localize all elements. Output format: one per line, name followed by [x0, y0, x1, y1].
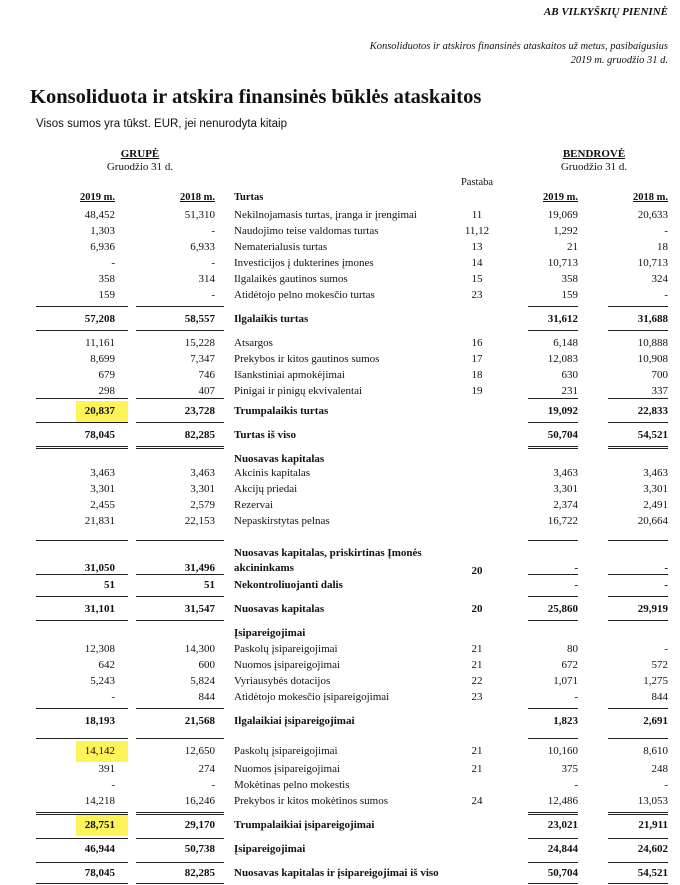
table-rule [608, 446, 668, 449]
group-2019-value: 20,837 [84, 405, 115, 417]
group-2018-value: 14,300 [184, 643, 215, 655]
table-rule [608, 883, 668, 884]
table-rule [136, 422, 224, 423]
row-label: Nuomos įsipareigojimai [234, 659, 341, 671]
note-ref: 22 [471, 675, 483, 687]
note-ref: 23 [471, 289, 483, 301]
row-label: Mokėtinas pelno mokestis [234, 779, 350, 791]
table-row [0, 674, 680, 689]
group-2019-value: 298 [98, 385, 115, 397]
group-label: GRUPĖ [120, 148, 160, 160]
group-2018-value: 600 [198, 659, 215, 671]
table-rule [608, 838, 668, 839]
group-2018-value: 31,496 [184, 562, 215, 574]
note-ref: 20 [471, 565, 483, 577]
company-2018-value: 29,919 [637, 603, 668, 615]
group-2018-value: 746 [198, 369, 215, 381]
company-2019-value: - [574, 562, 578, 574]
row-label: Nematerialusis turtas [234, 241, 328, 253]
table-rule [36, 330, 128, 331]
company-2019-value: 10,160 [547, 745, 578, 757]
group-2018-value: 51 [204, 579, 215, 591]
table-rule [136, 306, 224, 307]
row-label: Nuosavas kapitalas ir įsipareigojimai iš viso [234, 867, 439, 879]
group-2018-value: 407 [198, 385, 215, 397]
col-header-2019-company: 2019 m. [543, 192, 578, 203]
company-2018-value: 1,275 [643, 675, 668, 687]
table-rule [528, 574, 578, 575]
row-label: Nuomos įsipareigojimai [234, 763, 341, 775]
company-2019-value: 19,069 [547, 209, 578, 221]
table-rule [528, 838, 578, 839]
group-2018-value: 274 [198, 763, 215, 775]
table-rule [608, 422, 668, 423]
table-rule [528, 446, 578, 449]
company-2018-value: 21,911 [638, 819, 668, 831]
company-2019-value: 24,844 [547, 843, 578, 855]
group-2019-value: 5,243 [90, 675, 115, 687]
row-label: Trumpalaikiai įsipareigojimai [234, 819, 375, 831]
group-2018-value: - [211, 779, 215, 791]
group-2019-value: 78,045 [84, 867, 115, 879]
table-rule [608, 862, 668, 863]
company-2019-value: 12,083 [547, 353, 578, 365]
table-row [0, 546, 680, 576]
table-row [0, 368, 680, 383]
group-2018-value: - [211, 289, 215, 301]
company-2018-value: 2,491 [643, 499, 668, 511]
table-row [0, 240, 680, 255]
table-row [0, 690, 680, 705]
table-row [0, 482, 680, 497]
company-2019-value: - [574, 779, 578, 791]
note-ref: 15 [471, 273, 483, 285]
row-label: Investicijos į dukterines įmones [234, 257, 374, 269]
table-rule [608, 620, 668, 621]
company-2019-value: 50,704 [547, 867, 578, 879]
company-2019-value: 1,071 [553, 675, 578, 687]
company-2019-value: 10,713 [547, 257, 578, 269]
group-2018-value: 58,557 [184, 313, 215, 325]
row-label: Akcijų priedai [234, 483, 298, 495]
company-2018-value: 54,521 [637, 429, 668, 441]
amounts-note: Visos sumos yra tūkst. EUR, jei nenurodyta kitaip [36, 118, 287, 130]
table-row [0, 658, 680, 673]
table-rule [36, 422, 128, 423]
table-rule [136, 398, 224, 399]
table-row [0, 818, 680, 833]
company-2019-value: 80 [567, 643, 578, 655]
group-2019-value: 51 [104, 579, 115, 591]
table-rule [36, 708, 128, 709]
group-date: Gruodžio 31 d. [106, 161, 174, 173]
row-label: Paskolų įsipareigojimai [234, 745, 338, 757]
company-2018-value: 572 [651, 659, 668, 671]
group-date: Gruodžio 31 d. [560, 161, 628, 173]
note-ref: 20 [471, 603, 483, 615]
table-rule [36, 446, 128, 449]
table-row [0, 578, 680, 593]
note-ref: 17 [471, 353, 483, 365]
company-2019-value: 2,374 [553, 499, 578, 511]
row-label: Vyriausybės dotacijos [234, 675, 331, 687]
company-2018-value: - [664, 643, 668, 655]
table-row [0, 466, 680, 481]
company-2019-value: 3,463 [553, 467, 578, 479]
group-2019-value: 46,944 [84, 843, 115, 855]
group-2019-value: 1,303 [90, 225, 115, 237]
group-2018-value: 50,738 [184, 843, 215, 855]
table-rule [36, 540, 128, 541]
company-2018-value: 31,688 [637, 313, 668, 325]
row-label: Išankstiniai apmokėjimai [234, 369, 345, 381]
note-ref: 11,12 [464, 225, 490, 237]
row-label: Naudojimo teise valdomas turtas [234, 225, 379, 237]
table-rule [608, 540, 668, 541]
company-2018-value: - [664, 562, 668, 574]
company-2018-value: 10,888 [637, 337, 668, 349]
table-rule [528, 620, 578, 621]
row-label: Nepaskirstytas pelnas [234, 515, 330, 527]
company-2019-value: - [574, 579, 578, 591]
table-rule [528, 330, 578, 331]
group-2019-value: - [111, 257, 115, 269]
group-2018-value: 22,153 [184, 515, 215, 527]
group-2019-value: 159 [98, 289, 115, 301]
table-rule [36, 883, 128, 884]
company-2018-value: 3,463 [643, 467, 668, 479]
table-rule [528, 596, 578, 597]
table-row [0, 794, 680, 809]
table-row [0, 778, 680, 793]
company-2018-value: 248 [651, 763, 668, 775]
note-ref: 14 [471, 257, 483, 269]
group-2019-value: 11,161 [85, 337, 115, 349]
group-2018-value: 15,228 [184, 337, 215, 349]
group-2019-value: 679 [98, 369, 115, 381]
row-label: Prekybos ir kitos mokėtinos sumos [234, 795, 389, 807]
row-label: Pinigai ir pinigų ekvivalentai [234, 385, 363, 397]
company-2018-value: 3,301 [643, 483, 668, 495]
table-rule [36, 398, 128, 399]
company-2018-value: 18 [657, 241, 668, 253]
group-2018-value: - [211, 257, 215, 269]
company-2018-value: 20,633 [637, 209, 668, 221]
group-2018-value: 3,301 [190, 483, 215, 495]
table-row [0, 428, 680, 443]
company-2018-value: - [664, 289, 668, 301]
table-rule [608, 398, 668, 399]
table-row [0, 288, 680, 303]
report-subtitle: Konsoliduotos ir atskiros finansinės ataskaitos už metus, pasibaigusius 2019 m. gruodžio 31 d. [369, 41, 668, 66]
table-row [0, 514, 680, 529]
table-rule [608, 708, 668, 709]
table-rule [608, 330, 668, 331]
col-header-section: Turtas [234, 192, 264, 203]
row-label: Nuosavas kapitalas [234, 603, 325, 615]
table-rule [36, 306, 128, 307]
table-row [0, 256, 680, 271]
company-2018-value: 10,908 [637, 353, 668, 365]
note-ref: 19 [471, 385, 483, 397]
group-2019-value: 31,050 [84, 562, 115, 574]
page-title: Konsoliduota ir atskira finansinės būklės ataskaitos [30, 86, 482, 108]
group-2019-value: 6,936 [90, 241, 115, 253]
group-2019-value: 18,193 [84, 715, 115, 727]
company-2019-value: 6,148 [553, 337, 578, 349]
group-2019-value: 391 [98, 763, 115, 775]
table-rule [136, 708, 224, 709]
row-label: Paskolų įsipareigojimai [234, 643, 338, 655]
table-rule [36, 738, 128, 739]
company-2018-value: 22,833 [637, 405, 668, 417]
table-rule [36, 838, 128, 839]
company-2018-value: 337 [651, 385, 668, 397]
group-2019-value: 57,208 [84, 313, 115, 325]
group-2019-value: - [111, 691, 115, 703]
company-2019-value: 50,704 [547, 429, 578, 441]
group-2018-value: - [211, 225, 215, 237]
company-2018-value: 20,664 [637, 515, 668, 527]
table-rule [528, 862, 578, 863]
company-2019-value: 21 [567, 241, 578, 253]
table-rule [136, 596, 224, 597]
col-header-2018-group: 2018 m. [180, 192, 215, 203]
table-rule [136, 838, 224, 839]
group-2019-value: 14,218 [84, 795, 115, 807]
table-rule [528, 398, 578, 399]
table-rule [608, 812, 668, 815]
table-row [0, 384, 680, 399]
table-row [0, 272, 680, 287]
table-row [0, 744, 680, 759]
row-label: Nekilnojamasis turtas, įranga ir įrengimai [234, 209, 417, 221]
company-2018-value: - [664, 779, 668, 791]
company-2018-value: 844 [651, 691, 668, 703]
group-2018-value: 314 [198, 273, 215, 285]
company-2018-value: 700 [651, 369, 668, 381]
row-label: Nuosavas kapitalas, priskirtinas Įmonės akcininkams [234, 547, 422, 574]
table-row [0, 312, 680, 327]
table-rule [608, 574, 668, 575]
table-rule [136, 812, 224, 815]
row-label: Atidėtojo pelno mokesčio turtas [234, 289, 375, 301]
company-2019-value: 672 [561, 659, 578, 671]
table-rule [528, 708, 578, 709]
company-2018-value: 54,521 [637, 867, 668, 879]
pastaba-header: Pastaba [460, 177, 494, 188]
group-2019-value: 21,831 [84, 515, 115, 527]
group-2019-value: 48,452 [84, 209, 115, 221]
company-2019-value: 25,860 [547, 603, 578, 615]
table-row [0, 452, 680, 467]
note-ref: 23 [471, 691, 483, 703]
table-rule [528, 306, 578, 307]
note-ref: 13 [471, 241, 483, 253]
table-rule [136, 330, 224, 331]
group-2019-value: 31,101 [84, 603, 115, 615]
company-2019-value: 630 [561, 369, 578, 381]
company-2019-value: 1,823 [553, 715, 578, 727]
table-rule [136, 574, 224, 575]
table-rule [136, 883, 224, 884]
group-2018-value: 16,246 [184, 795, 215, 807]
company-2019-value: - [574, 691, 578, 703]
row-label: Ilgalaikis turtas [234, 313, 309, 325]
company-2019-value: 159 [561, 289, 578, 301]
table-rule [608, 738, 668, 739]
table-row [0, 866, 680, 881]
company-2019-value: 31,612 [547, 313, 578, 325]
row-label: Akcinis kapitalas [234, 467, 311, 479]
table-rule [36, 862, 128, 863]
group-2019-value: 358 [98, 273, 115, 285]
note-ref: 21 [471, 745, 483, 757]
row-label: Trumpalaikis turtas [234, 405, 329, 417]
table-rule [608, 306, 668, 307]
group-header-bendrove [534, 148, 654, 173]
table-rule [136, 446, 224, 449]
group-2019-value: 78,045 [84, 429, 115, 441]
company-2019-value: 16,722 [547, 515, 578, 527]
table-row [0, 626, 680, 641]
row-label: Nuosavas kapitalas [234, 453, 325, 465]
row-label: Ilgalaikiai įsipareigojimai [234, 715, 355, 727]
company-2019-value: 231 [561, 385, 578, 397]
company-2018-value: - [664, 579, 668, 591]
table-rule [528, 883, 578, 884]
note-ref: 18 [471, 369, 483, 381]
group-header-grupe [80, 148, 200, 173]
row-label: Prekybos ir kitos gautinos sumos [234, 353, 380, 365]
note-ref: 21 [471, 763, 483, 775]
group-2018-value: 31,547 [184, 603, 215, 615]
group-2019-value: 642 [98, 659, 115, 671]
group-2018-value: 82,285 [184, 429, 215, 441]
company-2018-value: - [664, 225, 668, 237]
company-2019-value: 358 [561, 273, 578, 285]
group-2018-value: 29,170 [184, 819, 215, 831]
group-2019-value: - [111, 779, 115, 791]
group-2018-value: 12,650 [184, 745, 215, 757]
table-rule [136, 862, 224, 863]
table-row [0, 498, 680, 513]
company-2018-value: 2,691 [643, 715, 668, 727]
group-2018-value: 6,933 [190, 241, 215, 253]
group-2019-value: 12,308 [84, 643, 115, 655]
row-label: Ilgalaikės gautinos sumos [234, 273, 348, 285]
group-2019-value: 3,301 [90, 483, 115, 495]
table-row [0, 762, 680, 777]
table-rule [36, 574, 128, 575]
group-2019-value: 3,463 [90, 467, 115, 479]
table-rule [528, 812, 578, 815]
group-2018-value: 5,824 [190, 675, 215, 687]
table-rule [136, 540, 224, 541]
company-2018-value: 13,053 [637, 795, 668, 807]
company-2019-value: 19,092 [547, 405, 578, 417]
table-rule [608, 596, 668, 597]
note-ref: 24 [471, 795, 483, 807]
company-2018-value: 8,610 [643, 745, 668, 757]
group-2018-value: 2,579 [190, 499, 215, 511]
company-2019-value: 12,486 [547, 795, 578, 807]
note-ref: 11 [471, 209, 483, 221]
table-row [0, 714, 680, 729]
table-row [0, 404, 680, 419]
group-2019-value: 8,699 [90, 353, 115, 365]
row-label: Atidėtojo mokesčio įsipareigojimai [234, 691, 390, 703]
row-label: Įsipareigojimai [234, 627, 306, 639]
company-name: AB VILKYŠKIŲ PIENINĖ [543, 6, 668, 18]
note-ref: 21 [471, 659, 483, 671]
table-row [0, 336, 680, 351]
table-row [0, 352, 680, 367]
note-ref: 21 [471, 643, 483, 655]
group-2019-value: 28,751 [84, 819, 115, 831]
table-rule [528, 422, 578, 423]
row-label: Atsargos [234, 337, 273, 349]
note-ref: 16 [471, 337, 483, 349]
table-rule [528, 540, 578, 541]
company-2019-value: 375 [561, 763, 578, 775]
group-2018-value: 21,568 [184, 715, 215, 727]
table-rule [528, 738, 578, 739]
table-row [0, 208, 680, 223]
table-row [0, 842, 680, 857]
company-2019-value: 1,292 [553, 225, 578, 237]
group-label: BENDROVĖ [562, 148, 626, 160]
group-2018-value: 23,728 [184, 405, 215, 417]
col-header-2018-company: 2018 m. [633, 192, 668, 203]
group-2018-value: 7,347 [190, 353, 215, 365]
company-2018-value: 10,713 [637, 257, 668, 269]
col-header-2019-group: 2019 m. [80, 192, 115, 203]
group-2018-value: 82,285 [184, 867, 215, 879]
company-2019-value: 23,021 [547, 819, 578, 831]
company-2018-value: 24,602 [637, 843, 668, 855]
company-2019-value: 3,301 [553, 483, 578, 495]
group-2018-value: 51,310 [184, 209, 215, 221]
table-rule [36, 596, 128, 597]
row-label: Turtas iš viso [234, 429, 296, 441]
table-row [0, 602, 680, 617]
table-rule [36, 812, 128, 815]
row-label: Rezervai [234, 499, 274, 511]
table-rule [136, 738, 224, 739]
group-2018-value: 844 [198, 691, 215, 703]
table-row [0, 642, 680, 657]
row-label: Nekontroliuojanti dalis [234, 579, 343, 591]
table-rule [36, 620, 128, 621]
table-rule [136, 620, 224, 621]
group-2019-value: 14,142 [84, 745, 115, 757]
row-label: Įsipareigojimai [234, 843, 306, 855]
company-2018-value: 324 [651, 273, 668, 285]
table-row [0, 224, 680, 239]
group-2018-value: 3,463 [190, 467, 215, 479]
group-2019-value: 2,455 [90, 499, 115, 511]
